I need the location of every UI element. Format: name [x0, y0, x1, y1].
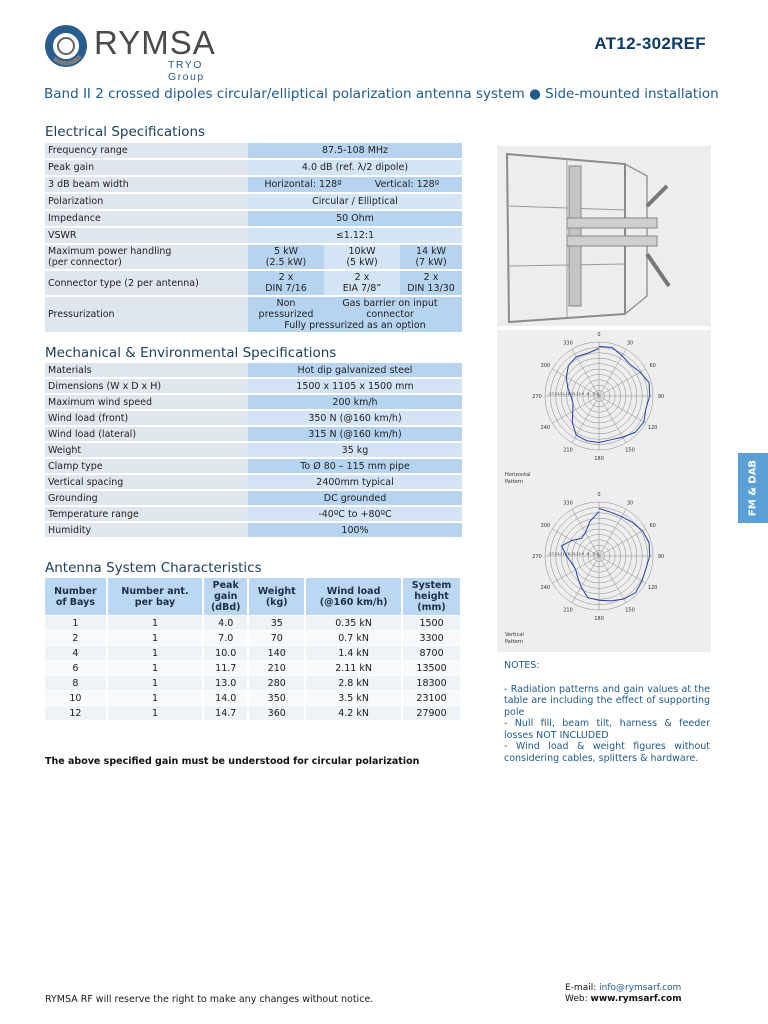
value-line: (2.5 kW) — [265, 257, 307, 268]
spec-row — [45, 427, 462, 441]
brand-subname: TRYO Group — [168, 59, 205, 83]
table-cell: 360 — [249, 706, 306, 720]
antenna-image-icon — [497, 146, 711, 326]
table-cell: 70 — [249, 631, 306, 645]
header-line: per bay — [134, 596, 176, 608]
ring-label: -6 — [585, 552, 590, 556]
table-cell: 13500 — [403, 661, 462, 675]
spec-value: 350 N (@160 km/h) — [248, 411, 462, 425]
spec-row — [45, 363, 462, 377]
spec-label: Pressurization — [45, 297, 248, 332]
table-row — [45, 706, 462, 720]
table-cell: 35 — [249, 616, 306, 630]
angle-label: 120 — [647, 585, 658, 591]
value-line: EIA 7/8” — [342, 283, 382, 294]
spec-value — [400, 245, 462, 269]
spec-value: Circular / Elliptical — [248, 194, 462, 209]
spec-value — [248, 271, 324, 295]
spec-value: 50 Ohm — [248, 211, 462, 226]
note-item: - Null fill, beam tilt, harness & feeder losses NOT INCLUDED — [504, 718, 710, 741]
spec-value: To Ø 80 – 115 mm pipe — [248, 459, 462, 473]
antenna-photo — [497, 146, 711, 326]
spec-row — [45, 143, 462, 158]
spec-value: ≤1.12:1 — [248, 228, 462, 243]
angle-label: 240 — [540, 585, 551, 591]
spec-value — [248, 177, 462, 192]
value-line: Fully pressurized as an option — [284, 320, 426, 331]
web-address[interactable]: www.rymsarf.com — [590, 993, 682, 1004]
table-cell: 3.5 kN — [306, 691, 403, 705]
table-cell: 14.7 — [204, 706, 249, 720]
grid-spoke — [569, 349, 599, 396]
ring-label: -18 — [564, 552, 571, 556]
value-line: 5 kW — [274, 246, 298, 257]
ring-label: -9 — [580, 392, 584, 396]
grid-spoke — [596, 369, 646, 396]
grid-spoke — [599, 396, 646, 423]
ring-label: -21 — [558, 392, 565, 396]
web-label: Web: — [565, 993, 591, 1004]
table-row — [45, 616, 462, 630]
spec-label: Connector type (2 per antenna) — [45, 271, 248, 295]
value-line: DIN 13/30 — [407, 283, 455, 294]
table-row — [45, 691, 462, 705]
spec-label: Peak gain — [45, 160, 248, 175]
table-row — [45, 646, 462, 660]
email-link[interactable]: info@rymsarf.com — [599, 983, 682, 993]
spec-label: Polarization — [45, 194, 248, 209]
grid-spoke — [596, 509, 626, 556]
label-line: (per connector) — [48, 257, 122, 268]
header-line: System — [411, 580, 452, 591]
column-header — [403, 578, 462, 615]
spec-label: Weight — [45, 443, 248, 457]
table-cell: 18300 — [403, 676, 462, 690]
ring-label: -24 — [553, 392, 560, 396]
spec-label — [45, 245, 248, 269]
gain-note: The above specified gain must be understood for circular polarization — [45, 756, 420, 767]
angle-label: 180 — [594, 616, 604, 622]
table-cell: 7.0 — [204, 631, 249, 645]
side-tab-fm-dab[interactable] — [738, 453, 768, 523]
angle-label: 330 — [563, 500, 573, 507]
table-cell: 1 — [108, 661, 204, 675]
spec-label: 3 dB beam width — [45, 177, 248, 192]
table-cell: 6 — [45, 661, 108, 675]
table-cell: 10.0 — [204, 646, 249, 660]
table-cell: 1 — [108, 631, 204, 645]
ring-label: -18 — [564, 392, 571, 396]
angle-label: 60 — [649, 523, 656, 529]
ring-label: -6 — [585, 392, 590, 396]
horizontal-radiation-pattern — [497, 330, 711, 492]
column-header — [108, 578, 204, 615]
angle-label: 150 — [625, 607, 635, 614]
table-cell: 23100 — [403, 691, 462, 705]
value-line — [251, 298, 321, 320]
spec-label: Frequency range — [45, 143, 248, 158]
ring-label: 0 — [596, 552, 599, 556]
column-header — [306, 578, 403, 615]
pattern-label: Pattern — [505, 639, 523, 645]
table-cell: 10 — [45, 691, 108, 705]
spec-row — [45, 379, 462, 393]
table-cell: 8 — [45, 676, 108, 690]
grid-spoke — [552, 396, 599, 423]
table-cell: 3300 — [403, 631, 462, 645]
spec-row — [45, 228, 462, 243]
ring-label: -27 — [548, 552, 554, 556]
angle-label: 330 — [563, 340, 573, 347]
table-row — [45, 631, 462, 645]
value-line — [321, 298, 459, 320]
beam-width-horizontal: Horizontal: 128º — [264, 179, 342, 190]
note-item: - Radiation patterns and gain values at the table are including the effect of supporting pole — [504, 683, 710, 718]
vertical-pattern-chart — [497, 490, 711, 652]
spec-value — [324, 245, 400, 269]
header-line: height — [414, 591, 449, 602]
grid-spoke — [596, 529, 646, 556]
mechanical-title: Mechanical & Environmental Specifications — [45, 345, 337, 361]
header-line: Wind load — [326, 585, 381, 597]
spec-value — [400, 271, 462, 295]
grid-spoke — [572, 396, 599, 443]
table-header-row — [45, 578, 462, 615]
spec-label: Impedance — [45, 211, 248, 226]
system-title: Antenna System Characteristics — [45, 560, 262, 576]
spec-label: Temperature range — [45, 507, 248, 521]
spec-row — [45, 297, 462, 332]
rymsa-logo — [44, 24, 234, 83]
angle-label: 300 — [540, 523, 551, 529]
electrical-title: Electrical Specifications — [45, 124, 206, 140]
ring-label: -21 — [558, 552, 565, 556]
side-tab-label: FM & DAB — [747, 459, 759, 517]
notes-title: NOTES: — [504, 660, 540, 671]
ring-label: -27 — [548, 392, 554, 396]
header-line: (mm) — [417, 602, 446, 613]
column-header — [249, 578, 306, 615]
spec-value: 2400mm typical — [248, 475, 462, 489]
value-line: 14 kW — [415, 246, 446, 257]
table-cell: 1 — [108, 676, 204, 690]
table-cell: 13.0 — [204, 676, 249, 690]
header-line: (kg) — [265, 596, 288, 608]
spec-label: Clamp type — [45, 459, 248, 473]
spec-row — [45, 395, 462, 409]
grid-spoke — [599, 396, 626, 443]
table-cell: 210 — [249, 661, 306, 675]
value-line: 2 x — [278, 272, 294, 283]
table-cell: 1 — [45, 616, 108, 630]
mechanical-spec-table — [45, 361, 462, 539]
value-line: 2 x — [423, 272, 439, 283]
spec-value: 315 N (@160 km/h) — [248, 427, 462, 441]
column-header — [45, 578, 108, 615]
horizontal-pattern-chart — [497, 330, 711, 492]
vertical-radiation-pattern — [497, 490, 711, 652]
grid-spoke — [572, 556, 599, 603]
table-cell: 4 — [45, 646, 108, 660]
ring-label: 0 — [596, 392, 599, 396]
beam-width-vertical: Vertical: 128º — [374, 179, 440, 190]
footer-disclaimer: RYMSA RF will reserve the right to make any changes without notice. — [45, 994, 374, 1005]
angle-label: 120 — [647, 425, 658, 431]
table-cell: 1.4 kN — [306, 646, 403, 660]
table-cell: 0.7 kN — [306, 631, 403, 645]
header-line: Number ant. — [121, 585, 189, 597]
header-line: Number — [54, 585, 97, 597]
pattern-label: Pattern — [505, 479, 523, 485]
table-cell: 1 — [108, 646, 204, 660]
pattern-label: Horizontal — [505, 472, 531, 478]
spec-row — [45, 443, 462, 457]
spec-label: VSWR — [45, 228, 248, 243]
table-cell: 8700 — [403, 646, 462, 660]
angle-label: 150 — [625, 447, 635, 454]
angle-label: 270 — [532, 394, 542, 400]
spec-value — [324, 271, 400, 295]
spec-label: Grounding — [45, 491, 248, 505]
ring-label: -3 — [591, 392, 595, 396]
table-cell: 12 — [45, 706, 108, 720]
value-text: Non — [276, 298, 296, 309]
value-text: connector — [366, 309, 414, 320]
column-header — [204, 578, 249, 615]
system-characteristics-table — [45, 577, 462, 721]
email-label: E-mail: — [565, 983, 600, 993]
header-line: gain — [214, 591, 238, 602]
table-row — [45, 661, 462, 675]
ring-label: -24 — [553, 552, 560, 556]
spec-value: 87.5-108 MHz — [248, 143, 462, 158]
spec-value: 100% — [248, 523, 462, 537]
header-line: (@160 km/h) — [319, 596, 388, 608]
spec-value — [248, 245, 324, 269]
ring-label: -12 — [575, 392, 581, 396]
spec-value: 200 km/h — [248, 395, 462, 409]
table-cell: 280 — [249, 676, 306, 690]
spec-value: 4.0 dB (ref. λ/2 dipole) — [248, 160, 462, 175]
note-item: - Wind load & weight figures without considering cables, splitters & hardware. — [504, 741, 710, 764]
ring-label: -9 — [580, 552, 584, 556]
table-cell: 140 — [249, 646, 306, 660]
label-line: Maximum power handling — [48, 246, 172, 257]
pattern-label: Vertical — [505, 632, 524, 638]
value-text: Gas barrier on input — [342, 298, 438, 309]
spec-row — [45, 211, 462, 226]
ring-label: -15 — [569, 552, 576, 556]
table-cell: 1500 — [403, 616, 462, 630]
angle-label: 210 — [563, 607, 573, 614]
ring-label: -12 — [575, 552, 581, 556]
angle-label: 60 — [649, 363, 656, 369]
spec-row — [45, 475, 462, 489]
spec-label: Vertical spacing — [45, 475, 248, 489]
spec-label: Wind load (lateral) — [45, 427, 248, 441]
spec-row — [45, 507, 462, 521]
grid-spoke — [599, 556, 626, 603]
spec-row — [45, 245, 462, 269]
table-cell: 27900 — [403, 706, 462, 720]
angle-label: 0 — [597, 492, 601, 498]
spec-value — [248, 297, 462, 332]
spec-value: DC grounded — [248, 491, 462, 505]
grid-spoke — [596, 349, 626, 396]
spec-row — [45, 411, 462, 425]
table-cell: 350 — [249, 691, 306, 705]
table-cell: 11.7 — [204, 661, 249, 675]
table-cell: 4.2 kN — [306, 706, 403, 720]
ring-label: -3 — [591, 552, 595, 556]
spec-row — [45, 160, 462, 175]
table-cell: 1 — [108, 616, 204, 630]
header-line: Weight — [257, 585, 296, 597]
table-cell: 1 — [108, 691, 204, 705]
grid-spoke — [599, 556, 646, 583]
angle-label: 0 — [597, 332, 601, 338]
header-line: Peak — [212, 580, 239, 591]
spec-row — [45, 459, 462, 473]
spec-label: Maximum wind speed — [45, 395, 248, 409]
product-subtitle: Band II 2 crossed dipoles circular/elliptical polarization antenna system ● Side-mounted installation — [44, 86, 719, 102]
spec-label: Humidity — [45, 523, 248, 537]
brand-name: RYMSA — [94, 24, 216, 61]
model-number: AT12-302REF — [594, 34, 706, 53]
angle-label: 240 — [540, 425, 551, 431]
table-cell: 14.0 — [204, 691, 249, 705]
table-cell: 2.11 kN — [306, 661, 403, 675]
spec-value: 1500 x 1105 x 1500 mm — [248, 379, 462, 393]
angle-label: 210 — [563, 447, 573, 454]
footer-contact — [565, 983, 682, 1004]
angle-label: 180 — [594, 456, 604, 462]
spec-row — [45, 177, 462, 192]
notes — [504, 660, 710, 764]
spec-value: -40ºC to +80ºC — [248, 507, 462, 521]
angle-label: 270 — [532, 554, 542, 560]
value-line: DIN 7/16 — [265, 283, 307, 294]
angle-label: 300 — [540, 363, 551, 369]
table-cell: 4.0 — [204, 616, 249, 630]
table-cell: 0.35 kN — [306, 616, 403, 630]
spec-value: 35 kg — [248, 443, 462, 457]
value-line: 10kW — [348, 246, 376, 257]
value-line: (5 kW) — [346, 257, 378, 268]
ring-label: -15 — [569, 392, 576, 396]
angle-label: 90 — [657, 554, 665, 560]
spec-row — [45, 271, 462, 295]
spec-row — [45, 523, 462, 537]
table-cell: 1 — [108, 706, 204, 720]
angle-label: 90 — [657, 394, 665, 400]
value-line: (7 kW) — [415, 257, 447, 268]
angle-label: 30 — [626, 500, 634, 507]
spec-label: Materials — [45, 363, 248, 377]
spec-value: Hot dip galvanized steel — [248, 363, 462, 377]
spec-row — [45, 194, 462, 209]
header-line: of Bays — [55, 596, 96, 608]
table-cell: 2.8 kN — [306, 676, 403, 690]
angle-label: 30 — [626, 340, 634, 347]
electrical-spec-table — [45, 141, 462, 334]
table-cell: 2 — [45, 631, 108, 645]
value-text: pressurized — [258, 309, 314, 320]
value-line: 2 x — [354, 272, 370, 283]
spec-label: Wind load (front) — [45, 411, 248, 425]
header-line: (dBd) — [210, 602, 241, 613]
spec-row — [45, 491, 462, 505]
table-row — [45, 676, 462, 690]
spec-label: Dimensions (W x D x H) — [45, 379, 248, 393]
